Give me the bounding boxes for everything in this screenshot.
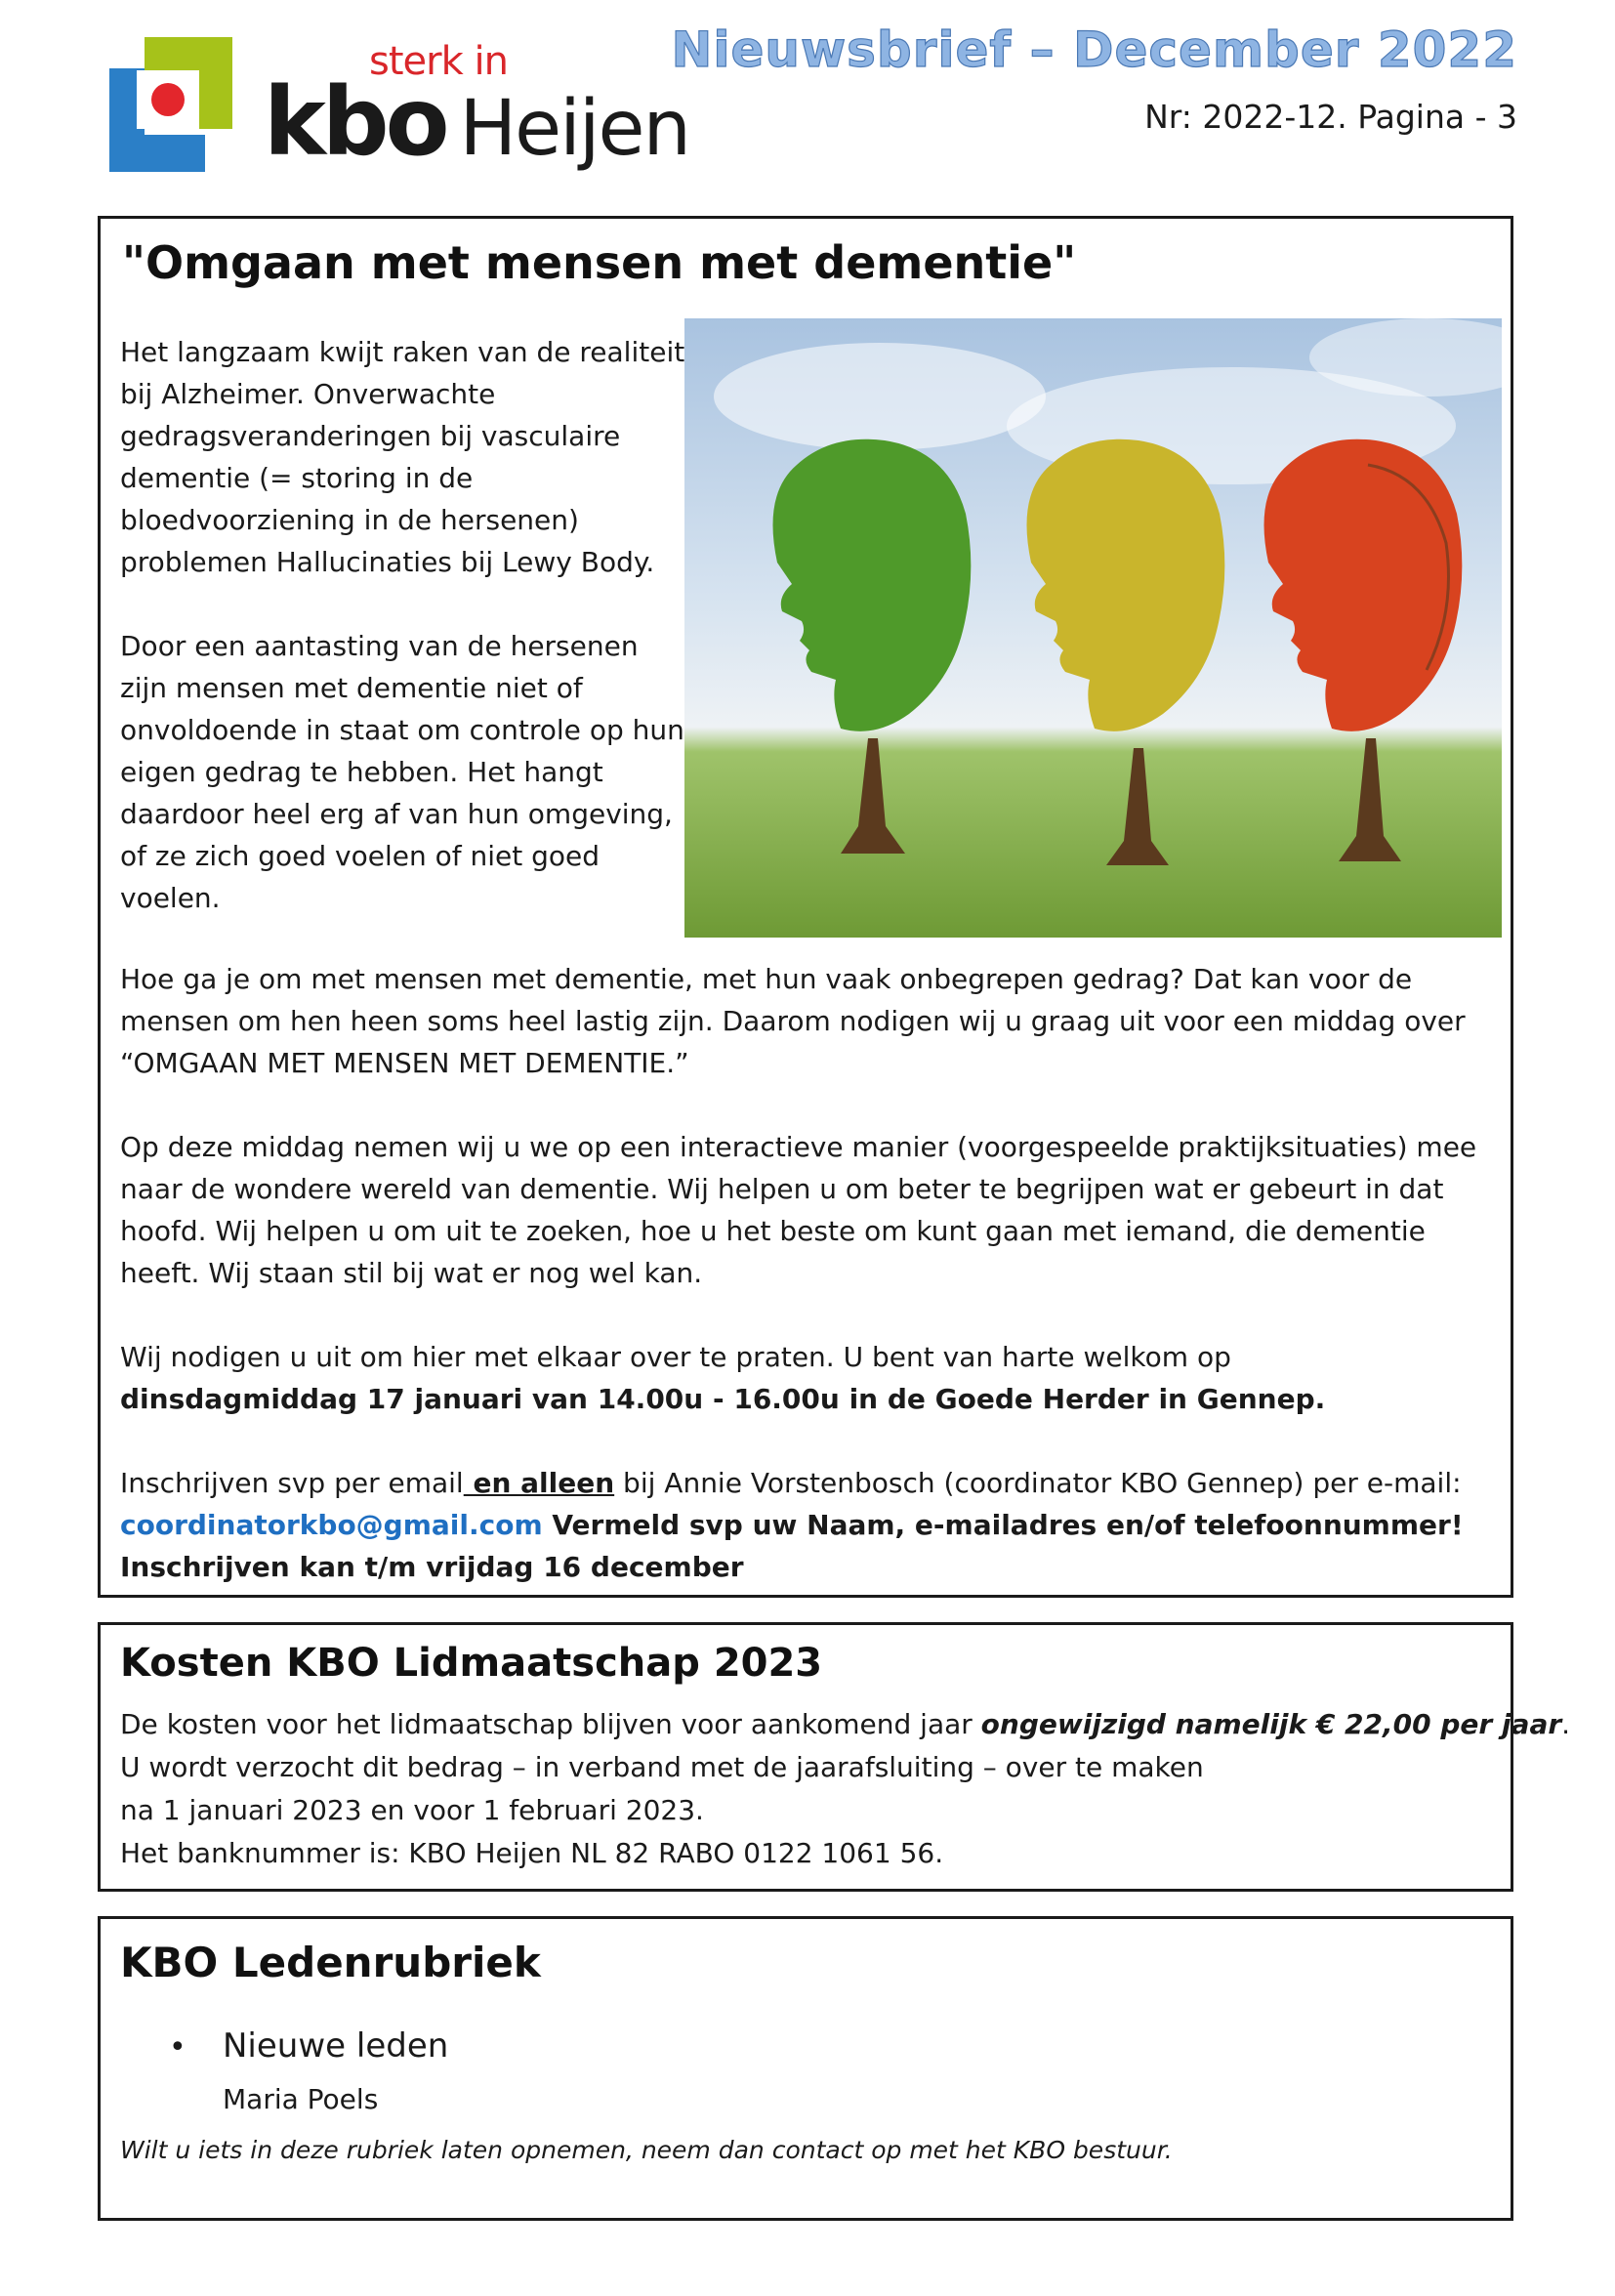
article-title: "Omgaan met mensen met dementie" bbox=[122, 236, 1077, 289]
membership-line-1 bbox=[120, 1703, 1571, 1746]
membership-fee: ongewijzigd namelijk € 22,00 per jaar bbox=[980, 1708, 1562, 1740]
membership-line-3: na 1 januari 2023 en voor 1 februari 2023. bbox=[120, 1794, 704, 1826]
new-member-name: Maria Poels bbox=[223, 2083, 379, 2115]
body-paragraph-1: Hoe ga je om met mensen met dementie, met hun vaak onbegrepen gedrag? Dat kan voor de mensen om hen heen soms heel lastig zijn. Daarom nodigen wij u graag uit voor een middag over “OMGAAN MET MENSEN MET DEMENTIE.” bbox=[120, 963, 1466, 1079]
dementia-article bbox=[98, 216, 1513, 1598]
article-body bbox=[120, 958, 1497, 1588]
newsletter-number: Nr: 2022-12. Pagina - 3 bbox=[1144, 98, 1517, 136]
member-rubric-title: KBO Ledenrubriek bbox=[120, 1939, 541, 1986]
new-members-label: Nieuwe leden bbox=[223, 2026, 449, 2066]
intro-paragraph-1: Het langzaam kwijt raken van de realiteit bij Alzheimer. Onverwachte gedragsveranderingen bij vasculaire dementie (= storing in de bloedvoorziening in de hersenen) problemen Hallucinaties bij Lewy Body. bbox=[120, 336, 685, 578]
logo-place: Heijen bbox=[459, 85, 689, 173]
intro-paragraph-2: Door een aantasting van de hersenen zijn mensen met dementie niet of onvoldoende in staat om controle op hun eigen gedrag te hebben. Het hangt daardoor heel erg af van hun omgeving, of ze zich goed voelen of niet goed voelen. bbox=[120, 630, 684, 914]
kbo-logo bbox=[98, 29, 689, 186]
membership-costs-section bbox=[98, 1622, 1571, 1892]
invitation-text: Wij nodigen u uit om hier met elkaar over te praten. U bent van harte welkom op bbox=[120, 1341, 1231, 1373]
body-paragraph-3 bbox=[120, 1336, 1497, 1420]
article-intro bbox=[120, 331, 686, 919]
coordinator-email-link[interactable]: coordinatorkbo@gmail.com bbox=[120, 1509, 543, 1541]
registration-paragraph bbox=[120, 1462, 1497, 1588]
registration-emphasis: en alleen bbox=[463, 1467, 615, 1499]
body-paragraph-2: Op deze middag nemen wij u we op een interactieve manier (voorgespeelde praktijksituaties) mee naar de wondere wereld van dementie. Wij helpen u om beter te begrijpen wat er gebeurt in dat hoofd. Wij helpen u om uit te zoeken, hoe u het beste om kunt gaan met iemand, die dementie heeft. Wij staan stil bij wat er nog wel kan. bbox=[120, 1131, 1477, 1289]
registration-text-b: bij Annie Vorstenbosch (coordinator KBO Gennep) per e-mail: bbox=[614, 1467, 1462, 1499]
logo-brand: kbo bbox=[264, 67, 446, 177]
tree-heads-image bbox=[684, 318, 1502, 938]
logo-tagline: sterk in bbox=[369, 39, 508, 84]
bullet-icon: • bbox=[169, 2030, 186, 2065]
tree-heads-illustration-icon bbox=[684, 318, 1502, 938]
membership-text bbox=[120, 1703, 1571, 1875]
registration-instructions: Vermeld svp uw Naam, e-mailadres en/of telefoonnummer! Inschrijven kan t/m vrijdag 16 december bbox=[120, 1509, 1464, 1583]
membership-title: Kosten KBO Lidmaatschap 2023 bbox=[120, 1641, 823, 1686]
registration-text-a: Inschrijven svp per email bbox=[120, 1467, 464, 1499]
membership-line-1-b: . bbox=[1561, 1708, 1571, 1740]
logo-wordmark bbox=[264, 68, 689, 183]
member-rubric-section bbox=[98, 1916, 1513, 2221]
newsletter-title: Nieuwsbrief – December 2022 bbox=[671, 21, 1517, 78]
membership-line-1-a: De kosten voor het lidmaatschap blijven voor aankomend jaar bbox=[120, 1708, 981, 1740]
bank-account-line: Het banknummer is: KBO Heijen NL 82 RABO 0122 1061 56. bbox=[120, 1837, 944, 1869]
rubric-note: Wilt u iets in deze rubriek laten opnemen, neem dan contact op met het KBO bestuur. bbox=[120, 2136, 1173, 2164]
membership-line-2: U wordt verzocht dit bedrag – in verband met de jaarafsluiting – over te maken bbox=[120, 1751, 1204, 1783]
event-date-location: dinsdagmiddag 17 januari van 14.00u - 16.00u in de Goede Herder in Gennep. bbox=[120, 1383, 1326, 1415]
kbo-logo-mark-icon bbox=[98, 29, 244, 176]
